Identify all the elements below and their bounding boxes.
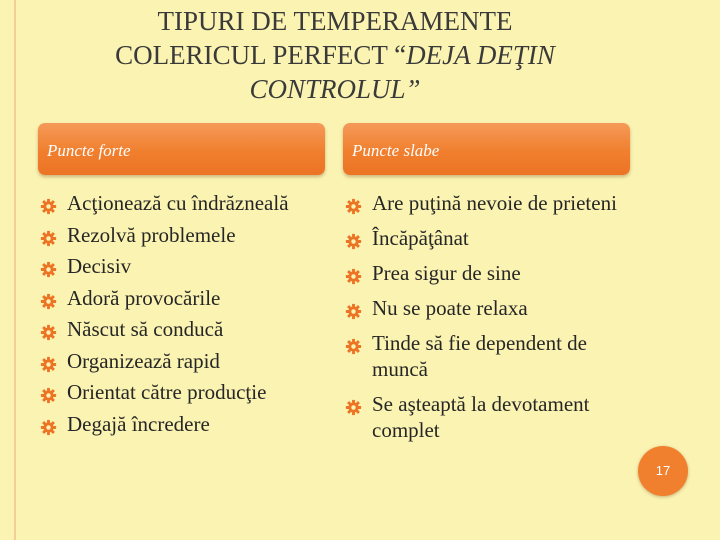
weakness-item — [345, 225, 640, 251]
strengths-list — [40, 190, 330, 442]
item-text: Organizează rapid — [67, 348, 220, 373]
strength-item — [40, 222, 330, 248]
weakness-item — [345, 391, 640, 443]
gear-icon — [345, 396, 362, 413]
item-text: Decisiv — [67, 254, 132, 278]
weakness-item — [345, 190, 640, 216]
page-number: 17 — [638, 446, 688, 496]
gear-icon — [40, 416, 57, 433]
gear-icon — [345, 195, 362, 212]
strength-item — [40, 379, 330, 405]
strength-item — [40, 285, 330, 311]
item-text: Tinde să fie dependent de muncă — [372, 331, 588, 381]
slide-title — [30, 4, 640, 106]
title-line-2-italic: DEJA DEŢIN — [406, 40, 555, 70]
item-text: Încăpăţânat — [372, 226, 469, 250]
strength-item — [40, 411, 330, 437]
gear-icon — [40, 258, 57, 275]
gear-icon — [40, 195, 57, 212]
gear-icon — [345, 230, 362, 247]
gear-icon — [40, 321, 57, 338]
title-line-1: TIPURI DE TEMPERAMENTE — [157, 6, 513, 36]
weakness-item — [345, 330, 640, 382]
item-text: Rezolvă problemele — [67, 222, 236, 247]
weaknesses-header: Puncte slabe — [343, 123, 630, 175]
slide-border-line — [14, 0, 16, 540]
gear-icon — [40, 353, 57, 370]
item-text: Acţionează cu îndrăzneală — [67, 191, 289, 215]
strength-item — [40, 190, 330, 216]
gear-icon — [40, 290, 57, 307]
strengths-header: Puncte forte — [38, 123, 325, 175]
item-text: Orientat către producţie — [67, 380, 267, 404]
gear-icon — [345, 335, 362, 352]
title-line-2 — [30, 38, 640, 72]
item-text: Prea sigur de sine — [372, 261, 521, 285]
title-line-2-plain: COLERICUL PERFECT “ — [115, 40, 407, 70]
weaknesses-list — [345, 190, 640, 452]
item-text: Are puţină nevoie de prieteni — [372, 191, 617, 215]
item-text: Adoră provocările — [67, 285, 221, 310]
item-text: Născut să conducă — [67, 317, 224, 341]
strength-item — [40, 316, 330, 342]
item-text: Se aşteaptă la devotament complet — [372, 392, 590, 442]
weakness-item — [345, 295, 640, 321]
title-line-3: CONTROLUL” — [249, 74, 421, 104]
gear-icon — [345, 300, 362, 317]
gear-icon — [40, 227, 57, 244]
item-text: Degajă încredere — [67, 411, 210, 436]
item-text: Nu se poate relaxa — [372, 296, 528, 320]
gear-icon — [40, 384, 57, 401]
strength-item — [40, 253, 330, 279]
weakness-item — [345, 260, 640, 286]
gear-icon — [345, 265, 362, 282]
strength-item — [40, 348, 330, 374]
